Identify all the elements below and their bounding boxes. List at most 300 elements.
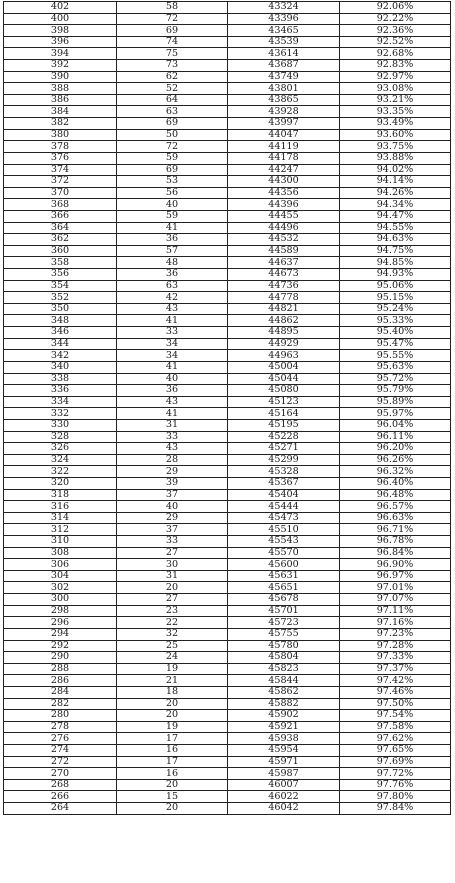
count-cell: 20	[117, 779, 228, 791]
percent-cell: 92.06%	[340, 2, 451, 14]
cumulative-cell: 45444	[228, 501, 340, 513]
cumulative-cell: 46042	[228, 803, 340, 815]
table-row	[4, 431, 451, 443]
table-row	[4, 628, 451, 640]
percent-cell: 97.65%	[340, 745, 451, 757]
percent-cell: 96.78%	[340, 536, 451, 548]
count-cell: 23	[117, 605, 228, 617]
percent-cell: 94.02%	[340, 164, 451, 176]
table-row	[4, 756, 451, 768]
score-cell: 370	[4, 187, 117, 199]
table-row	[4, 443, 451, 455]
count-cell: 22	[117, 617, 228, 629]
table-row	[4, 118, 451, 130]
percent-cell: 95.72%	[340, 373, 451, 385]
table-row	[4, 570, 451, 582]
cumulative-cell: 44778	[228, 292, 340, 304]
count-cell: 33	[117, 327, 228, 339]
table-row	[4, 152, 451, 164]
score-cell: 398	[4, 25, 117, 37]
cumulative-cell: 43324	[228, 2, 340, 14]
count-cell: 53	[117, 176, 228, 188]
score-cell: 364	[4, 222, 117, 234]
score-cell: 354	[4, 280, 117, 292]
table-row	[4, 315, 451, 327]
table-row	[4, 768, 451, 780]
table-row	[4, 489, 451, 501]
table-row	[4, 338, 451, 350]
cumulative-cell: 45328	[228, 466, 340, 478]
count-cell: 63	[117, 106, 228, 118]
percent-cell: 97.42%	[340, 675, 451, 687]
score-cell: 318	[4, 489, 117, 501]
cumulative-cell: 44496	[228, 222, 340, 234]
score-cell: 320	[4, 477, 117, 489]
percent-cell: 96.63%	[340, 512, 451, 524]
count-cell: 42	[117, 292, 228, 304]
percent-cell: 93.88%	[340, 152, 451, 164]
count-cell: 20	[117, 710, 228, 722]
table-row	[4, 710, 451, 722]
score-cell: 288	[4, 663, 117, 675]
percent-cell: 92.83%	[340, 60, 451, 72]
percent-cell: 95.33%	[340, 315, 451, 327]
score-cell: 308	[4, 547, 117, 559]
cumulative-cell: 44637	[228, 257, 340, 269]
percent-cell: 95.63%	[340, 361, 451, 373]
table-row	[4, 234, 451, 246]
percent-cell: 97.80%	[340, 791, 451, 803]
percent-cell: 93.08%	[340, 83, 451, 95]
count-cell: 39	[117, 477, 228, 489]
score-cell: 338	[4, 373, 117, 385]
count-cell: 33	[117, 431, 228, 443]
cumulative-cell: 43801	[228, 83, 340, 95]
count-cell: 56	[117, 187, 228, 199]
count-cell: 41	[117, 408, 228, 420]
percent-cell: 93.75%	[340, 141, 451, 153]
cumulative-cell: 45651	[228, 582, 340, 594]
percent-cell: 97.50%	[340, 698, 451, 710]
score-cell: 374	[4, 164, 117, 176]
cumulative-cell: 43465	[228, 25, 340, 37]
cumulative-cell: 45195	[228, 419, 340, 431]
table-row	[4, 25, 451, 37]
table-row	[4, 280, 451, 292]
score-cell: 394	[4, 48, 117, 60]
table-row	[4, 524, 451, 536]
count-cell: 50	[117, 129, 228, 141]
score-cell: 314	[4, 512, 117, 524]
table-row	[4, 594, 451, 606]
table-row	[4, 663, 451, 675]
score-cell: 294	[4, 628, 117, 640]
cumulative-cell: 45510	[228, 524, 340, 536]
percent-cell: 95.89%	[340, 396, 451, 408]
score-cell: 312	[4, 524, 117, 536]
percent-cell: 97.16%	[340, 617, 451, 629]
count-cell: 64	[117, 94, 228, 106]
cumulative-cell: 45631	[228, 570, 340, 582]
percent-cell: 96.32%	[340, 466, 451, 478]
score-cell: 368	[4, 199, 117, 211]
count-cell: 34	[117, 350, 228, 362]
score-cell: 298	[4, 605, 117, 617]
cumulative-cell: 45678	[228, 594, 340, 606]
count-cell: 36	[117, 234, 228, 246]
table-row	[4, 675, 451, 687]
score-cell: 366	[4, 210, 117, 222]
count-cell: 25	[117, 640, 228, 652]
cumulative-cell: 45921	[228, 721, 340, 733]
percent-cell: 94.47%	[340, 210, 451, 222]
table-row	[4, 501, 451, 513]
percent-cell: 96.71%	[340, 524, 451, 536]
cumulative-cell: 45804	[228, 652, 340, 664]
score-cell: 316	[4, 501, 117, 513]
count-cell: 36	[117, 269, 228, 281]
percent-cell: 95.79%	[340, 385, 451, 397]
cumulative-cell: 46007	[228, 779, 340, 791]
table-row	[4, 71, 451, 83]
percent-cell: 92.36%	[340, 25, 451, 37]
score-cell: 268	[4, 779, 117, 791]
percent-cell: 92.22%	[340, 13, 451, 25]
cumulative-cell: 45971	[228, 756, 340, 768]
count-cell: 59	[117, 152, 228, 164]
table-row	[4, 269, 451, 281]
count-cell: 37	[117, 524, 228, 536]
cumulative-cell: 45367	[228, 477, 340, 489]
percent-cell: 94.26%	[340, 187, 451, 199]
cumulative-cell: 46022	[228, 791, 340, 803]
score-cell: 300	[4, 594, 117, 606]
percent-cell: 97.37%	[340, 663, 451, 675]
cumulative-cell: 45600	[228, 559, 340, 571]
cumulative-cell: 44356	[228, 187, 340, 199]
score-cell: 400	[4, 13, 117, 25]
count-cell: 75	[117, 48, 228, 60]
count-cell: 43	[117, 396, 228, 408]
count-cell: 21	[117, 675, 228, 687]
percent-cell: 97.54%	[340, 710, 451, 722]
percent-cell: 97.69%	[340, 756, 451, 768]
count-cell: 24	[117, 652, 228, 664]
cumulative-cell: 44247	[228, 164, 340, 176]
table-row	[4, 617, 451, 629]
cumulative-cell: 44862	[228, 315, 340, 327]
table-row	[4, 361, 451, 373]
cumulative-cell: 44532	[228, 234, 340, 246]
percent-cell: 97.11%	[340, 605, 451, 617]
count-cell: 18	[117, 686, 228, 698]
percent-cell: 97.72%	[340, 768, 451, 780]
cumulative-cell: 43396	[228, 13, 340, 25]
score-cell: 382	[4, 118, 117, 130]
score-cell: 344	[4, 338, 117, 350]
count-cell: 40	[117, 373, 228, 385]
table-row	[4, 141, 451, 153]
percent-cell: 92.52%	[340, 36, 451, 48]
score-cell: 402	[4, 2, 117, 14]
cumulative-cell: 45164	[228, 408, 340, 420]
score-cell: 348	[4, 315, 117, 327]
score-cell: 352	[4, 292, 117, 304]
percent-cell: 94.85%	[340, 257, 451, 269]
table-row	[4, 803, 451, 815]
table-row	[4, 698, 451, 710]
percent-cell: 94.93%	[340, 269, 451, 281]
percent-cell: 95.24%	[340, 303, 451, 315]
cumulative-cell: 44047	[228, 129, 340, 141]
score-cell: 286	[4, 675, 117, 687]
table-row	[4, 605, 451, 617]
count-cell: 15	[117, 791, 228, 803]
count-cell: 69	[117, 25, 228, 37]
cumulative-cell: 45755	[228, 628, 340, 640]
table-row	[4, 396, 451, 408]
cumulative-cell: 44300	[228, 176, 340, 188]
table-row	[4, 512, 451, 524]
table-row	[4, 791, 451, 803]
cumulative-cell: 44895	[228, 327, 340, 339]
count-cell: 40	[117, 199, 228, 211]
count-cell: 20	[117, 803, 228, 815]
cumulative-cell: 45862	[228, 686, 340, 698]
percent-cell: 94.63%	[340, 234, 451, 246]
percent-cell: 94.14%	[340, 176, 451, 188]
percent-cell: 93.60%	[340, 129, 451, 141]
percent-cell: 97.84%	[340, 803, 451, 815]
table-row	[4, 176, 451, 188]
cumulative-cell: 44589	[228, 245, 340, 257]
percent-cell: 92.68%	[340, 48, 451, 60]
score-cell: 282	[4, 698, 117, 710]
cumulative-cell: 44673	[228, 269, 340, 281]
cumulative-cell: 45404	[228, 489, 340, 501]
cumulative-cell: 45271	[228, 443, 340, 455]
table-row	[4, 164, 451, 176]
count-cell: 37	[117, 489, 228, 501]
score-cell: 266	[4, 791, 117, 803]
cumulative-cell: 43687	[228, 60, 340, 72]
table-row	[4, 408, 451, 420]
table-row	[4, 129, 451, 141]
score-cell: 292	[4, 640, 117, 652]
table-row	[4, 721, 451, 733]
table-row	[4, 419, 451, 431]
score-cell: 284	[4, 686, 117, 698]
percent-cell: 97.28%	[340, 640, 451, 652]
score-cell: 276	[4, 733, 117, 745]
count-cell: 33	[117, 536, 228, 548]
score-cell: 362	[4, 234, 117, 246]
score-cell: 274	[4, 745, 117, 757]
score-cell: 378	[4, 141, 117, 153]
table-row	[4, 733, 451, 745]
score-cell: 390	[4, 71, 117, 83]
table-row	[4, 327, 451, 339]
count-cell: 69	[117, 118, 228, 130]
table-row	[4, 222, 451, 234]
table-row	[4, 210, 451, 222]
count-cell: 19	[117, 663, 228, 675]
count-cell: 29	[117, 512, 228, 524]
score-cell: 278	[4, 721, 117, 733]
count-cell: 41	[117, 222, 228, 234]
percent-cell: 97.76%	[340, 779, 451, 791]
cumulative-cell: 45543	[228, 536, 340, 548]
cumulative-cell: 45044	[228, 373, 340, 385]
score-cell: 302	[4, 582, 117, 594]
percent-cell: 97.23%	[340, 628, 451, 640]
percent-cell: 96.84%	[340, 547, 451, 559]
count-cell: 16	[117, 768, 228, 780]
score-cell: 360	[4, 245, 117, 257]
count-cell: 41	[117, 361, 228, 373]
table-row	[4, 83, 451, 95]
score-cell: 290	[4, 652, 117, 664]
table-row	[4, 106, 451, 118]
percent-cell: 95.06%	[340, 280, 451, 292]
score-cell: 322	[4, 466, 117, 478]
percent-cell: 97.33%	[340, 652, 451, 664]
percent-cell: 96.40%	[340, 477, 451, 489]
cumulative-cell: 45938	[228, 733, 340, 745]
score-cell: 346	[4, 327, 117, 339]
score-cell: 330	[4, 419, 117, 431]
table-row	[4, 303, 451, 315]
count-cell: 36	[117, 385, 228, 397]
table-row	[4, 2, 451, 14]
percent-cell: 96.04%	[340, 419, 451, 431]
count-cell: 43	[117, 303, 228, 315]
table-row	[4, 466, 451, 478]
score-table-container	[3, 1, 451, 815]
table-row	[4, 652, 451, 664]
score-table	[3, 1, 451, 815]
score-cell: 340	[4, 361, 117, 373]
table-row	[4, 547, 451, 559]
percent-cell: 97.01%	[340, 582, 451, 594]
percent-cell: 94.34%	[340, 199, 451, 211]
score-cell: 280	[4, 710, 117, 722]
score-table-body	[4, 2, 451, 815]
cumulative-cell: 44119	[228, 141, 340, 153]
table-row	[4, 745, 451, 757]
count-cell: 16	[117, 745, 228, 757]
table-row	[4, 779, 451, 791]
count-cell: 40	[117, 501, 228, 513]
percent-cell: 95.40%	[340, 327, 451, 339]
table-row	[4, 536, 451, 548]
table-row	[4, 686, 451, 698]
table-row	[4, 350, 451, 362]
table-row	[4, 245, 451, 257]
table-row	[4, 199, 451, 211]
count-cell: 31	[117, 570, 228, 582]
score-cell: 270	[4, 768, 117, 780]
cumulative-cell: 45473	[228, 512, 340, 524]
cumulative-cell: 45228	[228, 431, 340, 443]
cumulative-cell: 45882	[228, 698, 340, 710]
count-cell: 20	[117, 582, 228, 594]
cumulative-cell: 44821	[228, 303, 340, 315]
cumulative-cell: 44963	[228, 350, 340, 362]
percent-cell: 95.55%	[340, 350, 451, 362]
count-cell: 20	[117, 698, 228, 710]
table-row	[4, 187, 451, 199]
count-cell: 74	[117, 36, 228, 48]
count-cell: 41	[117, 315, 228, 327]
cumulative-cell: 45902	[228, 710, 340, 722]
count-cell: 27	[117, 594, 228, 606]
count-cell: 30	[117, 559, 228, 571]
percent-cell: 96.11%	[340, 431, 451, 443]
count-cell: 29	[117, 466, 228, 478]
table-row	[4, 13, 451, 25]
table-row	[4, 94, 451, 106]
cumulative-cell: 45570	[228, 547, 340, 559]
percent-cell: 95.97%	[340, 408, 451, 420]
table-row	[4, 60, 451, 72]
score-cell: 376	[4, 152, 117, 164]
count-cell: 63	[117, 280, 228, 292]
score-cell: 356	[4, 269, 117, 281]
score-cell: 272	[4, 756, 117, 768]
percent-cell: 96.97%	[340, 570, 451, 582]
cumulative-cell: 43928	[228, 106, 340, 118]
count-cell: 32	[117, 628, 228, 640]
table-row	[4, 559, 451, 571]
cumulative-cell: 43865	[228, 94, 340, 106]
score-cell: 342	[4, 350, 117, 362]
score-cell: 264	[4, 803, 117, 815]
percent-cell: 95.15%	[340, 292, 451, 304]
cumulative-cell: 44178	[228, 152, 340, 164]
count-cell: 43	[117, 443, 228, 455]
count-cell: 19	[117, 721, 228, 733]
percent-cell: 93.21%	[340, 94, 451, 106]
count-cell: 48	[117, 257, 228, 269]
count-cell: 73	[117, 60, 228, 72]
cumulative-cell: 45123	[228, 396, 340, 408]
score-cell: 296	[4, 617, 117, 629]
count-cell: 52	[117, 83, 228, 95]
cumulative-cell: 45701	[228, 605, 340, 617]
count-cell: 62	[117, 71, 228, 83]
score-cell: 334	[4, 396, 117, 408]
cumulative-cell: 43997	[228, 118, 340, 130]
score-cell: 336	[4, 385, 117, 397]
table-row	[4, 385, 451, 397]
count-cell: 17	[117, 756, 228, 768]
percent-cell: 97.62%	[340, 733, 451, 745]
table-row	[4, 640, 451, 652]
percent-cell: 96.90%	[340, 559, 451, 571]
table-row	[4, 257, 451, 269]
count-cell: 72	[117, 141, 228, 153]
cumulative-cell: 45844	[228, 675, 340, 687]
percent-cell: 93.49%	[340, 118, 451, 130]
score-cell: 304	[4, 570, 117, 582]
score-cell: 332	[4, 408, 117, 420]
count-cell: 31	[117, 419, 228, 431]
table-row	[4, 373, 451, 385]
percent-cell: 96.57%	[340, 501, 451, 513]
count-cell: 69	[117, 164, 228, 176]
score-cell: 384	[4, 106, 117, 118]
